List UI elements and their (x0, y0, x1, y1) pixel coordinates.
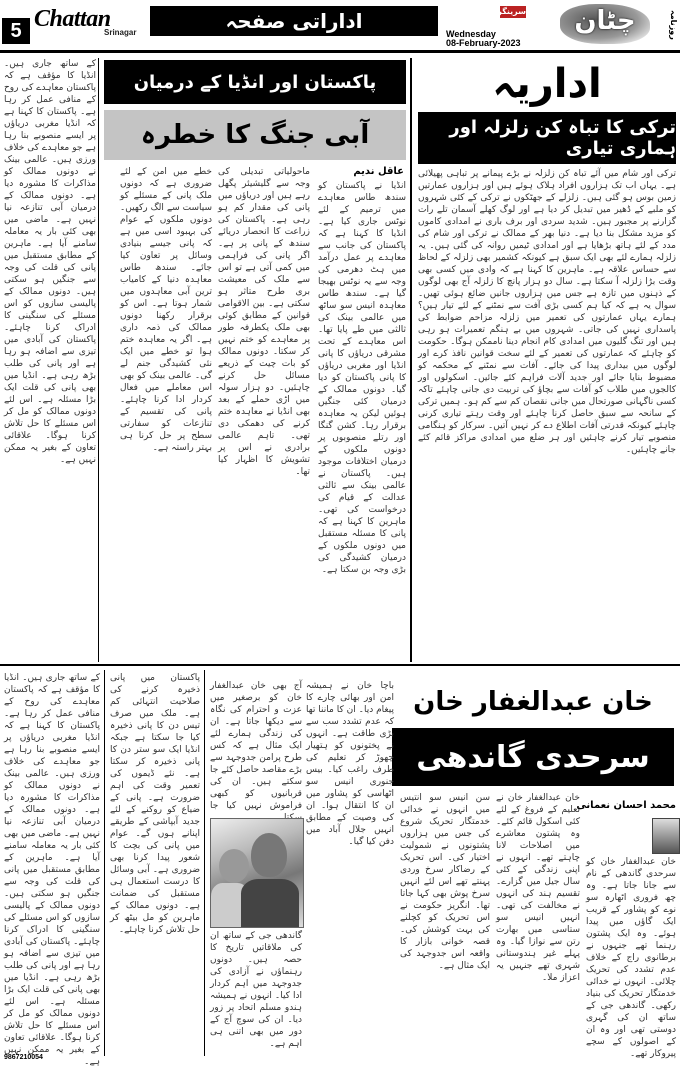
section-divider (0, 664, 680, 666)
lower-left-col-1: پاکستان میں پانی ذخیرہ کرنے کی صلاحیت انتہائی کم ہے۔ ملک میں صرف تیس دن کا پانی ذخیرہ کیا جا سکتا ہے جبکہ انڈیا ایک سو ستر دن کا پانی ذخیرہ کر سکتا ہے۔ نئے ڈیموں کی تعمیر وقت کی اہم ضرورت ہے۔ پانی کے ضیاع کو روکنے کے لئے جدید آبپاشی کے طریقے اپنانے ہوں گے۔ عوام میں پانی کی بچت کا شعور پیدا کرنا بھی ضروری ہے۔ آبی وسائل کا درست استعمال ہی مستقبل کی ضمانت ہے۔ دونوں ممالک کے ماہرین کو مل بیٹھ کر حل تلاش کرنا چاہئے۔ (110, 673, 200, 935)
pak-india-col-1: انڈیا نے پاکستان کو سندھ طاس معاہدے میں ترمیم کے لئے نوٹس جاری کیا ہے۔ انڈیا کا کہنا ہے کہ پاکستان کی جانب سے معاہدے پر عمل درآمد میں ہٹ دھرمی کی وجہ سے یہ نوٹس بھیجا گیا ہے۔ سندھ طاس معاہدہ انیس سو ساٹھ میں عالمی بینک کی ثالثی میں طے پایا تھا۔ اس معاہدے کے تحت مشرقی دریاؤں کا پانی انڈیا اور مغربی دریاؤں کا پانی پاکستان کو دیا گیا۔ دونوں ممالک کے درمیان کئی جنگیں ہوئیں لیکن یہ معاہدہ برقرار رہا۔ کشن گنگا اور رتلے منصوبوں پر دونوں ملکوں کے درمیان اختلافات موجود ہیں۔ پاکستان نے عالمی بینک سے ثالثی عدالت کے قیام کی درخواست کی تھی۔ ماہرین کا کہنا ہے کہ پانی کا مسئلہ مستقبل میں دونوں ملکوں کے درمیان کشیدگی کی بڑی وجہ بن سکتا ہے۔ (318, 181, 406, 575)
pak-india-col-2: ماحولیاتی تبدیلی کی وجہ سے گلیشیئر پگھل رہے ہیں اور دریاؤں میں پانی کی مقدار کم ہو رہی ہے۔ پاکستان کی زراعت کا انحصار دریائے سندھ کے پانی پر ہے۔ اگر پانی کی فراہمی میں کمی آتی ہے تو اس سے ملک کی معیشت بری طرح متاثر ہو سکتی ہے۔ بین الاقوامی قوانین کے مطابق کوئی بھی ملک یکطرفہ طور پر معاہدے کو ختم نہیں کر سکتا۔ دونوں ممالک کو بات چیت کے ذریعے مسائل حل کرنے چاہئیں۔ دو ہزار سولہ میں اڑی حملے کے بعد بھی انڈیا نے معاہدہ ختم کرنے کی دھمکی دی تھی۔ تاہم عالمی برادری نے اس پر تشویش کا اظہار کیا تھا۔ (218, 167, 310, 477)
issue-day: Wednesday (446, 29, 496, 39)
issue-date (446, 30, 521, 48)
masthead-rule (0, 50, 680, 53)
pak-india-subtitle: آبی جنگ کا خطرہ (104, 110, 406, 160)
issue-date-value: 08-February-2023 (446, 38, 521, 48)
khan-col-3: سن انیس سو انتیس میں انہوں نے خدائی خدمتگار تحریک شروع کی جس میں ہزاروں پشتونوں نے شمولیت اختیار کی۔ اس تحریک کے رضاکار سرخ وردی پہنتے تھے اس لئے انہیں سرخ پوش بھی کہا جاتا تھا۔ انگریز حکومت نے اس تحریک کو کچلنے کی بہت کوشش کی۔ قصہ خوانی بازار کا واقعہ اس جدوجہد کی ایک مثال ہے۔ (400, 793, 490, 971)
section-banner: اداراتی صفحہ (150, 6, 438, 36)
khan-col-1: خان عبدالغفار خان کو سرحدی گاندھی کے نام سے جانا جاتا ہے۔ وہ چھ فروری اٹھارہ سو نوے کو پشاور کے قریب ایک گاؤں میں پیدا ہوئے۔ وہ ایک پشتون رہنما تھے جنہوں نے برطانوی راج کے خلاف عدم تشدد کی تحریک چلائی۔ انہوں نے خدائی خدمتگار تحریک کی بنیاد رکھی۔ گاندھی جی کے ساتھ ان کی گہری دوستی تھی اور وہ ان کے اصولوں کے سچے پیروکار تھے۔ (586, 857, 676, 1059)
photo-figure-right (251, 833, 287, 877)
pak-india-byline: عاقل ندیم (353, 166, 404, 177)
khan-article-subtitle: سرحدی گاندھی (392, 728, 674, 786)
photo-figure-left (219, 849, 249, 883)
brand-name: Chattan (34, 6, 111, 32)
photo-figure-right-body (241, 879, 299, 927)
pak-india-title: پاکستان اور انڈیا کے درمیان (104, 60, 406, 104)
masthead (0, 0, 680, 50)
left-column-body: کے ساتھ جاری ہیں۔ انڈیا کا مؤقف ہے کہ پاکستان معاہدے کی روح کے منافی عمل کر رہا ہے۔ پاکستان کا کہنا ہے کہ انڈیا مغربی دریاؤں پر ایسے منصوبے بنا رہا ہے جو معاہدے کی خلاف ورزی ہیں۔ عالمی بینک نے دونوں ممالک کو مذاکرات کا مشورہ دیا ہے۔ دونوں ممالک کے درمیان آبی تنازعہ نیا نہیں ہے۔ ماضی میں بھی کئی بار یہ معاملہ سامنے آیا ہے۔ ماہرین کے مطابق مستقبل میں پانی کی قلت کی وجہ سے جنگیں ہو سکتی ہیں۔ دونوں ممالک کے پالیسی سازوں کو اس مسئلے کی سنگینی کا ادراک کرنا چاہئے۔ پاکستان کی آبادی میں تیزی سے اضافہ ہو رہا ہے اور پانی کی طلب بڑھ رہی ہے۔ انڈیا میں بھی پانی کی قلت ایک بڑا مسئلہ ہے۔ اس لئے دونوں ممالک کو مل کر اس مسئلے کا حل تلاش کرنا ہوگا۔ علاقائی تعاون کے بغیر یہ ممکن نہیں ہے۔ (4, 59, 96, 465)
column-divider (204, 670, 205, 1056)
contact-phone: 9867210054 (4, 1054, 43, 1061)
column-divider (410, 58, 412, 662)
column-divider (104, 670, 105, 1056)
roznama-label: روزنامہ (669, 10, 678, 40)
page-number: 5 (2, 18, 30, 44)
editorial-header: اداریہ (492, 61, 602, 107)
logo-text: چٹان (574, 6, 636, 36)
editorial-title: ترکی کا تباہ کن زلزلہ اور ہماری تیاری (418, 112, 676, 164)
khan-byline: محمد احسان نعمانی (576, 800, 676, 811)
khan-col-5: آج بھی خان عبدالغفار خان کو برصغیر میں عزت و احترام کی نگاہ سے دیکھا جاتا ہے۔ ان کی زندگی ہمارے لئے ایک مثال ہے کہ کس طرح پرامن جدوجہد سے بڑے مقاصد حاصل کئے جا سکتے ہیں۔ ان کی قربانیوں کو کبھی فراموش نہیں کیا جا (209, 681, 302, 811)
editorial-body: ترکی اور شام میں آئے تباہ کن زلزلہ نے بڑے پیمانے پر تباہی پھیلائی ہے۔ یہاں اب تک ہزاروں افراد ہلاک ہوئے ہیں اور ہزاروں عمارتیں زمین بوس ہو گئی ہیں۔ زلزلے کے جھٹکوں نے ترکی کے کئی شہروں کو ملبے کے ڈھیر میں تبدیل کر دیا ہے اور لوگ کھلے آسمان تلے رات گزارنے پر مجبور ہیں۔ شدید سردی اور برف باری نے امدادی کاموں کو مزید مشکل بنا دیا ہے۔ دنیا بھر کے ممالک نے ترکی اور شام کی مدد کے لئے ہاتھ بڑھایا ہے اور امدادی ٹیمیں روانہ کی گئی ہیں۔ یہ زلزلہ ہمارے لئے بھی ایک سبق ہے کیونکہ کشمیر بھی زلزلہ کے لحاظ سے حساس علاقہ ہے۔ ماہرین کا کہنا ہے کہ وادی میں کسی بھی وقت بڑا زلزلہ آ سکتا ہے۔ سال دو ہزار پانچ کا زلزلہ آج بھی لوگوں کے ذہنوں میں تازہ ہے جس میں ہزاروں جانیں ضائع ہوئی تھیں۔ سوال یہ ہے کہ کیا ہم کسی بڑی آفت سے نمٹنے کے لئے تیار ہیں؟ ہمارے یہاں عمارتوں کی تعمیر میں زلزلہ مزاحم ضوابط کی پاسداری نہیں کی جاتی۔ شہروں میں بے ہنگم تعمیرات ہو رہی ہیں اور تنگ گلیوں میں امدادی کام انجام دینا ناممکن ہوگا۔ حکومت کو چاہئے کہ عمارتوں کی تعمیر کے لئے سخت قوانین نافذ کرے اور لوگوں میں بیداری پیدا کی جائے۔ آفات سے نمٹنے کے محکمہ کو مضبوط بنایا جائے اور جدید آلات فراہم کئے جائیں۔ اسکولوں اور کالجوں میں طلاب کو آفات سے بچاؤ کی تربیت دی جانی چاہئے تاکہ کسی ناگہانی صورتحال میں جانی نقصان کم سے کم ہو۔ ہمیں ترکی کے سانحہ سے سبق حاصل کرنا چاہئے اور وقت رہتے تیاری کرنی چاہئے کیونکہ قدرتی آفات اطلاع دے کر نہیں آتیں۔ سرکار کو ہنگامی منصوبے تیار کرنے چاہئیں اور ہر ضلع میں امدادی مراکز قائم کئے جانے چاہئیں۔ (418, 169, 676, 455)
khan-col-6: گاندھی جی کے ساتھ ان کی ملاقاتیں تاریخ کا حصہ ہیں۔ دونوں رہنماؤں نے آزادی کی جدوجہد میں اہم کردار ادا کیا۔ انہوں نے ہمیشہ ہندو مسلم اتحاد پر زور دیا۔ ان کی سوچ آج کے دور میں بھی اتنی ہی اہم ہے۔ (210, 931, 302, 1049)
khan-article-title: خان عبدالغفار خان (413, 687, 653, 717)
newspaper-logo (560, 4, 650, 44)
city-logo-badge: سرینگر (497, 7, 526, 16)
author-avatar (652, 818, 680, 854)
khan-col-2: خان عبدالغفار خان نے تعلیم کے فروغ کے لئے کئی اسکول قائم کئے۔ وہ پشتون معاشرے میں اصلاحات لانا چاہتے تھے۔ انہوں نے اپنی زندگی کے کئی سال جیل میں گزارے۔ تقسیم ہند کی انہوں نے مخالفت کی تھی۔ انہیں انیس سو ستاسی میں بھارت رتن سے نوازا گیا۔ وہ پہلے غیر ہندوستانی شہری تھے جنہیں یہ اعزاز ملا۔ (496, 793, 580, 983)
khan-col-4: باچا خان نے ہمیشہ امن اور بھائی چارے کا پیغام دیا۔ ان کا ماننا تھا کہ عدم تشدد سب سے بڑی طاقت ہے۔ انہوں نے پختونوں کو ہتھیار چھوڑ کر تعلیم کی طرف راغب کیا۔ بیس جنوری انیس سو اٹھاسی کو پشاور میں ان کا انتقال ہوا۔ ان کی وصیت کے مطابق انہیں جلال آباد میں دفن کیا گیا۔ (306, 681, 394, 847)
column-divider (98, 58, 99, 662)
pak-india-col-3: خطے میں امن کے لئے ضروری ہے کہ دونوں ملک پانی کے مسئلے کو سیاست سے الگ رکھیں۔ دونوں ملکوں کے عوام کی بہبود اسی میں ہے کہ پانی جیسے بنیادی وسائل پر تعاون کیا جائے۔ سندھ طاس معاہدہ دنیا کے کامیاب ترین آبی معاہدوں میں شمار ہوتا ہے۔ اس کو برقرار رکھنا دونوں ممالک کی ذمہ داری ہے۔ اگر یہ معاہدہ ختم ہوا تو خطے میں ایک نئی کشیدگی جنم لے گی۔ عالمی بینک کو بھی اس معاملے میں فعال کردار ادا کرنا چاہئے۔ پانی کی تقسیم کے تنازعات کو سفارتی سطح پر حل کرنا ہی بہتر راستہ ہے۔ (120, 167, 212, 453)
khan-gandhi-photo (210, 818, 304, 928)
lower-left-col-2: کے ساتھ جاری ہیں۔ انڈیا کا مؤقف ہے کہ پاکستان معاہدے کی روح کے منافی عمل کر رہا ہے۔ پاکستان کا کہنا ہے کہ انڈیا مغربی دریاؤں پر ایسے منصوبے بنا رہا ہے جو معاہدے کی خلاف ورزی ہیں۔ عالمی بینک نے دونوں ممالک کو مذاکرات کا مشورہ دیا ہے۔ دونوں ممالک کے درمیان آبی تنازعہ نیا نہیں ہے۔ ماضی میں بھی کئی بار یہ معاملہ سامنے آیا ہے۔ ماہرین کے مطابق مستقبل میں پانی کی قلت کی وجہ سے جنگیں ہو سکتی ہیں۔ دونوں ممالک کے پالیسی سازوں کو اس مسئلے کی سنگینی کا ادراک کرنا چاہئے۔ پاکستان کی آبادی میں تیزی سے اضافہ ہو رہا ہے اور پانی کی طلب بڑھ رہی ہے۔ انڈیا میں بھی پانی کی قلت ایک بڑا مسئلہ ہے۔ اس لئے دونوں ممالک کو مل کر اس مسئلے کا حل تلاش کرنا ہوگا۔ علاقائی تعاون کے بغیر یہ ممکن نہیں ہے۔ (4, 673, 100, 1067)
city-label: Srinagar (104, 28, 137, 37)
